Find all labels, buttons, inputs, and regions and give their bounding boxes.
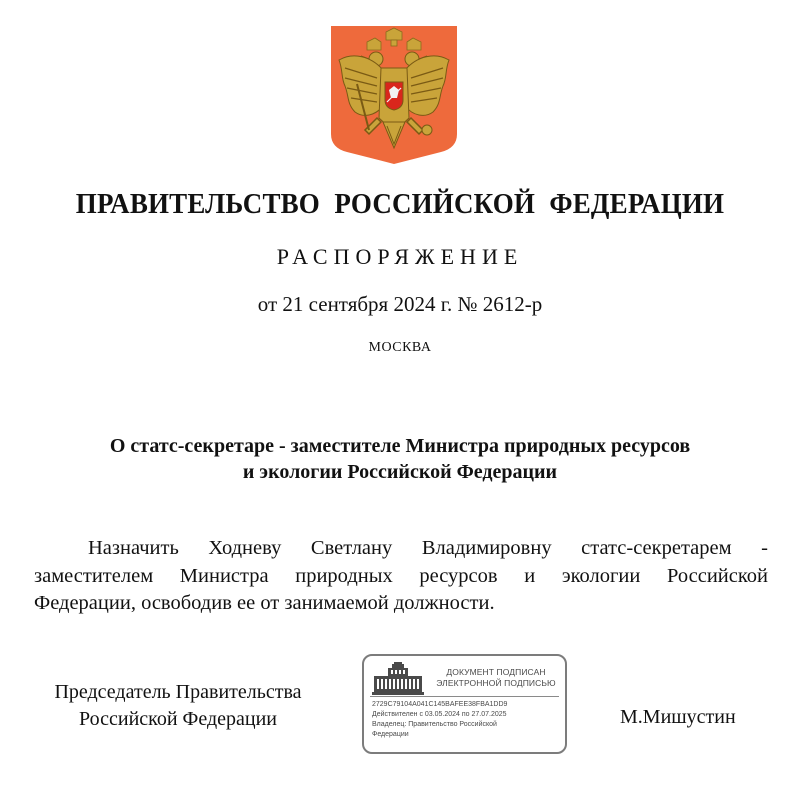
- stamp-owner-line: Владелец: Правительство Российской: [372, 721, 497, 728]
- document-body: [34, 535, 768, 618]
- coat-of-arms-icon: [331, 26, 457, 164]
- body-line: Назначить Ходневу Светлану Владимировну статс-секретарем -: [88, 537, 768, 559]
- signer-position-line: Председатель Правительства: [54, 681, 302, 703]
- signer-name: М.Мишустин: [620, 706, 736, 728]
- stamp-owner-line: Федерации: [372, 731, 409, 738]
- subject-line: О статс-секретаре - заместителе Министра природных ресурсов: [109, 435, 691, 457]
- stamp-certificate: 2729C79104A041C145BAFEE38FBA1DD9: [372, 701, 508, 708]
- government-building-icon: [372, 662, 424, 696]
- stamp-validity: Действителен с 03.05.2024 по 27.07.2025: [372, 711, 507, 718]
- stamp-header-line: ДОКУМЕНТ ПОДПИСАН: [446, 667, 546, 677]
- document-type: РАСПОРЯЖЕНИЕ: [276, 244, 524, 269]
- document-date-number: от 21 сентября 2024 г. № 2612-р: [257, 292, 543, 316]
- document-city: МОСКВА: [368, 340, 432, 355]
- body-line: заместителем Министра природных ресурсов и экологии Российской: [34, 564, 768, 587]
- stamp-divider: [370, 696, 559, 697]
- document-subject: [0, 433, 800, 485]
- body-line: Федерации, освободив ее от занимаемой должности.: [34, 592, 495, 614]
- electronic-signature-stamp: [362, 654, 567, 754]
- stamp-header-line: ЭЛЕКТРОННОЙ ПОДПИСЬЮ: [436, 678, 556, 688]
- stamp-details: [372, 700, 562, 740]
- government-title: ПРАВИТЕЛЬСТВО РОССИЙСКОЙ ФЕДЕРАЦИИ: [75, 188, 725, 220]
- signer-position-line: Российской Федерации: [78, 708, 278, 730]
- subject-line: и экологии Российской Федерации: [242, 461, 558, 483]
- stamp-header: [428, 667, 564, 689]
- signer-position: [28, 679, 328, 733]
- coat-of-arms-emblem: [331, 26, 457, 164]
